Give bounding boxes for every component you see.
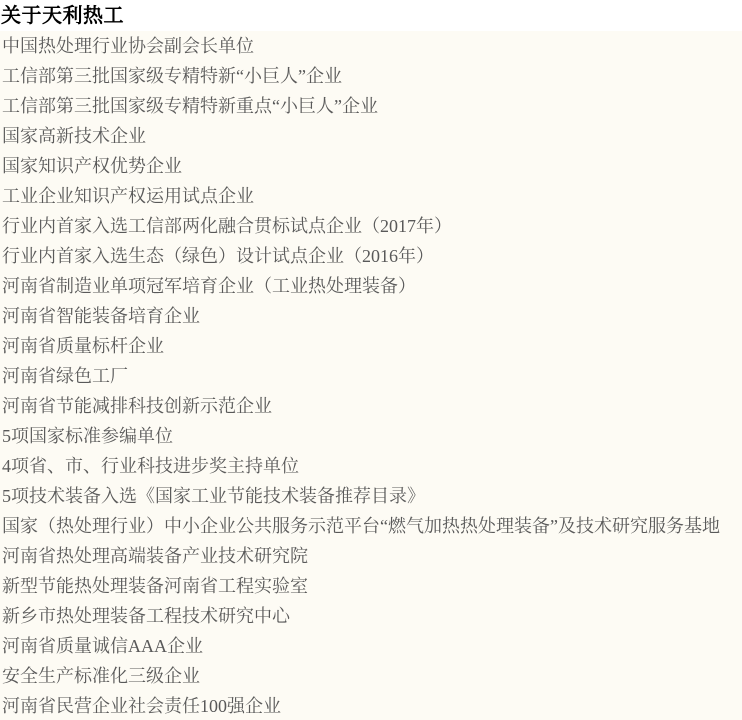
achievement-item: 工信部第三批国家级专精特新重点“小巨人”企业 <box>2 96 378 116</box>
achievement-list <box>0 31 742 720</box>
achievement-item: 工信部第三批国家级专精特新“小巨人”企业 <box>2 66 342 86</box>
achievement-item: 4项省、市、行业科技进步奖主持单位 <box>2 456 299 476</box>
achievement-item: 安全生产标准化三级企业 <box>2 666 200 686</box>
page-title: 关于天利热工 <box>1 5 124 27</box>
achievement-item: 河南省制造业单项冠军培育企业（工业热处理装备） <box>2 276 416 296</box>
achievement-item: 河南省民营企业社会责任100强企业 <box>2 696 281 716</box>
achievement-item: 新乡市热处理装备工程技术研究中心 <box>2 606 290 626</box>
achievement-item: 河南省绿色工厂 <box>2 366 128 386</box>
achievement-item: 国家（热处理行业）中小企业公共服务示范平台“燃气加热热处理装备”及技术研究服务基地 <box>2 516 720 536</box>
achievement-item: 新型节能热处理装备河南省工程实验室 <box>2 576 308 596</box>
achievement-item: 行业内首家入选生态（绿色）设计试点企业（2016年） <box>2 246 434 266</box>
achievement-item: 5项技术装备入选《国家工业节能技术装备推荐目录》 <box>2 486 425 506</box>
achievement-item: 国家高新技术企业 <box>2 126 146 146</box>
achievement-item: 行业内首家入选工信部两化融合贯标试点企业（2017年） <box>2 216 452 236</box>
achievement-item: 河南省智能装备培育企业 <box>2 306 200 326</box>
section-header <box>0 0 742 31</box>
achievement-item: 工业企业知识产权运用试点企业 <box>2 186 254 206</box>
achievement-item: 河南省质量标杆企业 <box>2 336 164 356</box>
achievement-item: 中国热处理行业协会副会长单位 <box>2 36 254 56</box>
achievement-item: 河南省节能减排科技创新示范企业 <box>2 396 272 416</box>
achievement-item: 河南省热处理高端装备产业技术研究院 <box>2 546 308 566</box>
achievement-item: 5项国家标准参编单位 <box>2 426 173 446</box>
achievement-item: 国家知识产权优势企业 <box>2 156 182 176</box>
achievement-item: 河南省质量诚信AAA企业 <box>2 636 203 656</box>
